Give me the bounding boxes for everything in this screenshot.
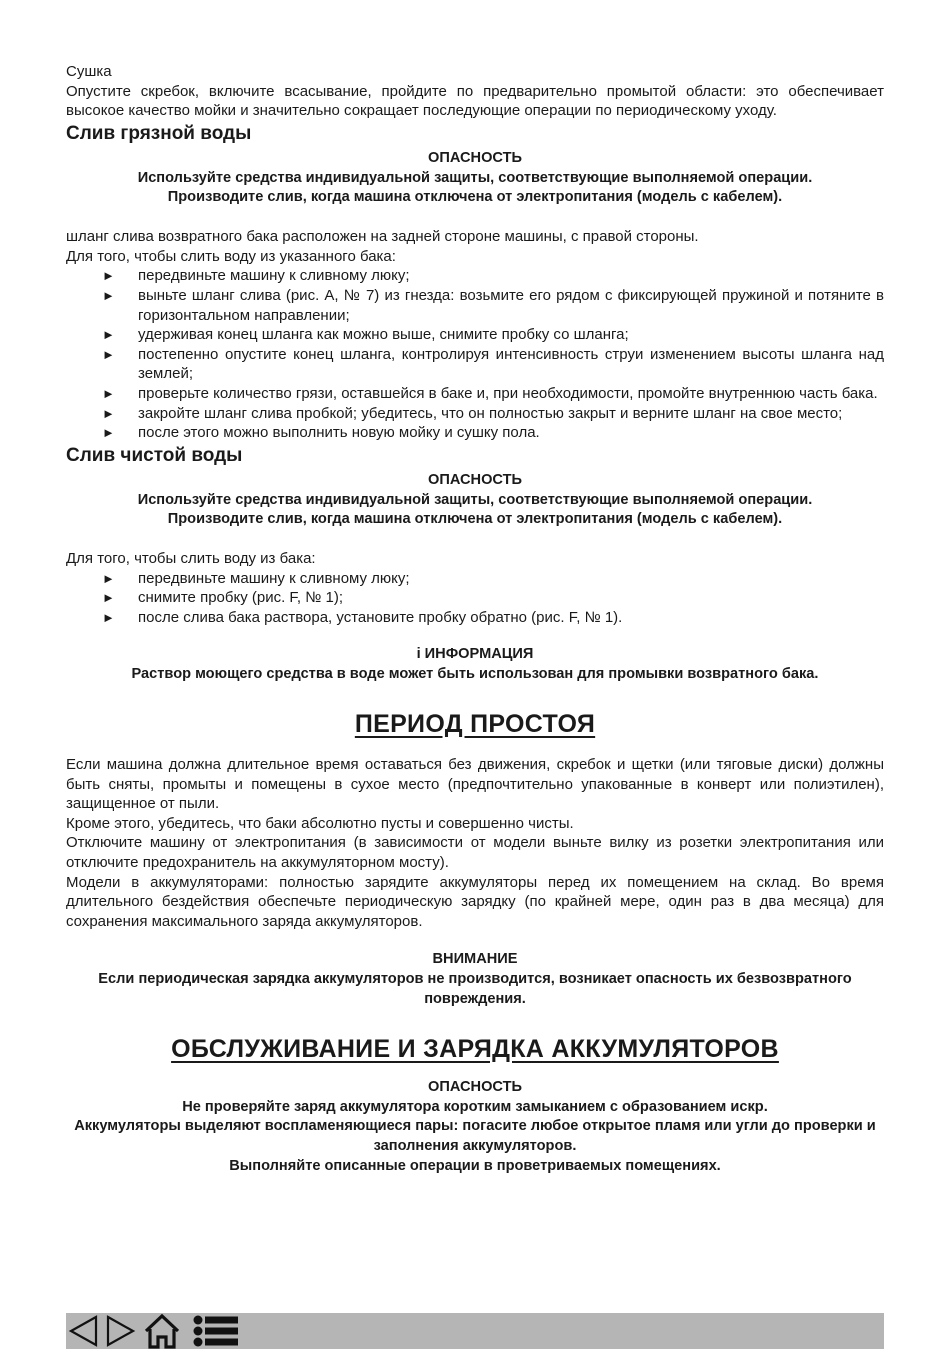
bullet-arrow-icon: ►: [102, 425, 115, 441]
bullet-arrow-icon: ►: [102, 609, 115, 625]
info-text: Раствор моющего средства в воде может быть использован для промывки возвратного бака.: [131, 666, 819, 683]
danger-title: ОПАСНОСТЬ: [427, 1078, 523, 1095]
dry-label: Сушка: [66, 63, 112, 80]
danger-line: Не проверяйте заряд аккумулятора коротким замыканием с образованием искр.: [182, 1098, 768, 1115]
idle-paragraph: Модели в аккумуляторами: полностью зарядите аккумуляторы перед их помещением на склад. Во время длительного бездействия обеспечьте периодическую зарядку (по крайней мере, один раз в два месяца) для сохранения максимального заряда аккумуляторов.: [66, 873, 884, 930]
list-item: ► проверьте количество грязи, оставшейся в баке и, при необходимости, промойте внутреннюю часть бака.: [102, 384, 878, 402]
prev-page-icon: [67, 1314, 101, 1348]
idle-paragraph: Кроме этого, убедитесь, что баки абсолютно пусты и совершенно чисты.: [66, 814, 574, 832]
bullet-arrow-icon: ►: [102, 327, 115, 343]
dirty-water-danger-notice: [66, 149, 884, 208]
table-of-contents-icon: [192, 1314, 240, 1348]
bullet-arrow-icon: ►: [102, 268, 115, 284]
home-icon: [143, 1313, 181, 1349]
bullet-arrow-icon: ►: [102, 385, 115, 401]
document-page: [66, 62, 884, 1177]
danger-line: Производите слив, когда машина отключена от электропитания (модель с кабелем).: [167, 189, 783, 206]
list-item: ► снимите пробку (рис. F, № 1);: [102, 589, 344, 607]
dry-text: Опустите скребок, включите всасывание, пройдите по предварительно промытой области: это обеспечивает высокое качество мойки и значительно сокращает последующие операции по периодическому уходу.: [66, 82, 884, 120]
clean-water-heading: Слив чистой воды: [66, 444, 243, 466]
list-item: ► закройте шланг слива пробкой; убедитесь, что он полностью закрыт и верните шланг на свое место;: [102, 404, 843, 422]
clean-water-danger-notice: [66, 471, 884, 530]
idle-paragraph: Отключите машину от электропитания (в зависимости от модели выньте вилку из розетки электропитания или отключите предохранитель на аккумуляторном мосту).: [66, 834, 884, 872]
prev-page-button[interactable]: [66, 1313, 102, 1349]
danger-line: Аккумуляторы выделяют воспламеняющиеся пары: погасите любое открытое пламя или угли до проверки и заполнения аккумуляторов.: [74, 1118, 876, 1155]
bullet-arrow-icon: ►: [102, 405, 115, 421]
bullet-arrow-icon: ►: [102, 346, 115, 362]
list-item: ► после этого можно выполнить новую мойку и сушку пола.: [102, 424, 540, 442]
danger-line: Производите слив, когда машина отключена от электропитания (модель с кабелем).: [167, 511, 783, 528]
list-item: ► постепенно опустите конец шланга, контролируя интенсивность струи изменением высоты шланга над землей;: [102, 345, 884, 383]
next-page-icon: [103, 1314, 137, 1348]
bullet-arrow-icon: ►: [102, 590, 115, 606]
clean-water-steps: [66, 569, 884, 628]
navigation-footer: [66, 1313, 884, 1349]
dirty-water-steps: [66, 266, 884, 442]
list-item: ► передвиньте машину к сливному люку;: [102, 569, 410, 587]
danger-line: Используйте средства индивидуальной защиты, соответствующие выполняемой операции.: [137, 491, 813, 508]
bullet-arrow-icon: ►: [102, 570, 115, 586]
bullet-arrow-icon: ►: [102, 287, 115, 303]
list-item: ► удерживая конец шланга как можно выше, снимите пробку со шланга;: [102, 326, 629, 344]
table-of-contents-button[interactable]: [192, 1313, 240, 1349]
attention-title: ВНИМАНИЕ: [432, 951, 518, 968]
list-item: ► передвиньте машину к сливному люку;: [102, 267, 410, 285]
danger-line: Выполняйте описанные операции в проветриваемых помещениях.: [229, 1157, 721, 1174]
list-item: ► выньте шланг слива (рис. A, № 7) из гнезда: возьмите его рядом с фиксирующей пружиной и потяните в горизонтальном направлении;: [102, 286, 884, 324]
danger-line: Используйте средства индивидуальной защиты, соответствующие выполняемой операции.: [137, 169, 813, 186]
danger-title: ОПАСНОСТЬ: [427, 471, 523, 488]
list-item: ► после слива бака раствора, установите пробку обратно (рис. F, № 1).: [102, 608, 623, 626]
attention-notice: [66, 950, 884, 1009]
danger-title: ОПАСНОСТЬ: [427, 149, 523, 166]
clean-water-intro: Для того, чтобы слить воду из бака:: [66, 550, 316, 568]
dirty-water-intro: шланг слива возвратного бака расположен на задней стороне машины, с правой стороны.: [66, 228, 699, 246]
battery-maintenance-title: ОБСЛУЖИВАНИЕ И ЗАРЯДКА АККУМУЛЯТОРОВ: [171, 1034, 779, 1063]
idle-period-title: ПЕРИОД ПРОСТОЯ: [354, 710, 596, 739]
battery-danger-notice: [66, 1078, 884, 1177]
info-title: i ИНФОРМАЦИЯ: [416, 646, 534, 663]
home-button[interactable]: [142, 1313, 182, 1349]
attention-text: Если периодическая зарядка аккумуляторов не производится, возникает опасность их безвозвратного повреждения.: [98, 971, 852, 1007]
dirty-water-intro: Для того, чтобы слить воду из указанного бака:: [66, 247, 396, 265]
dirty-water-heading: Слив грязной воды: [66, 122, 252, 144]
information-notice: [66, 645, 884, 685]
idle-paragraph: Если машина должна длительное время оставаться без движения, скребок и щетки (или тяговые диски) должны быть сняты, промыты и помещены в сухое место (предпочтительно упакованные в конверт или полиэтилен), защищенное от пыли.: [66, 756, 884, 813]
next-page-button[interactable]: [102, 1313, 138, 1349]
